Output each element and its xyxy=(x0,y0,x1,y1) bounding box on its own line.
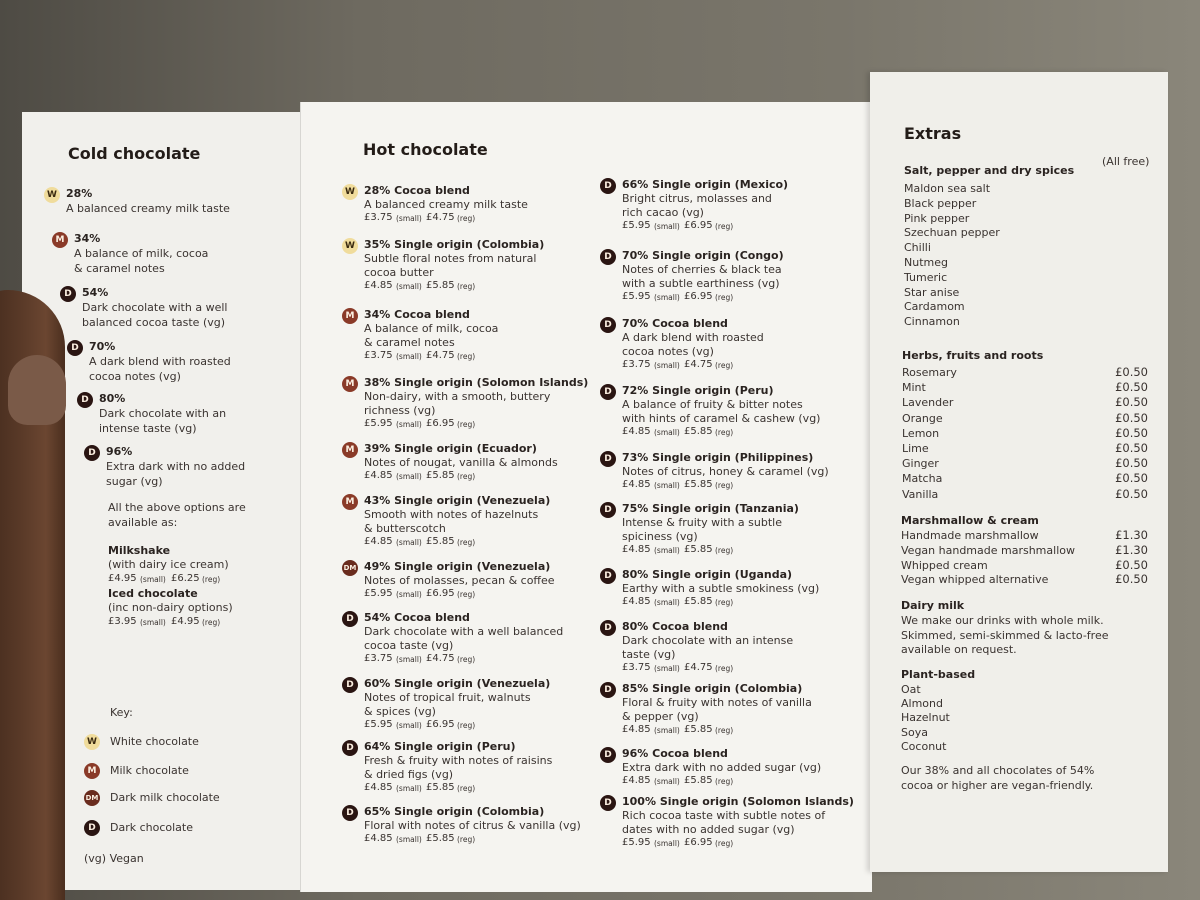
price-reg: £5.85 xyxy=(426,782,455,793)
hot-item-desc: rich cacao (vg) xyxy=(622,206,704,219)
hot-item-desc: with a subtle earthiness (vg) xyxy=(622,277,780,290)
size-small: (small) xyxy=(654,598,680,607)
hot-title: Hot chocolate xyxy=(363,140,488,159)
badge-d-icon: D xyxy=(600,747,616,763)
marshmallow-price: £0.50 xyxy=(1115,557,1148,572)
hot-item-desc: Bright citrus, molasses and xyxy=(622,192,772,205)
size-reg: (reg) xyxy=(457,590,476,599)
cold-item-name: 80% xyxy=(99,392,126,405)
size-small: (small) xyxy=(140,618,166,627)
hot-item-name: 96% Cocoa blend xyxy=(622,747,728,760)
size-reg: (reg) xyxy=(715,481,734,490)
herb-name: Ginger xyxy=(902,457,939,471)
herb-price: £0.50 xyxy=(1115,380,1148,395)
options-note: All the above options are xyxy=(108,501,246,514)
size-small: (small) xyxy=(396,282,422,291)
size-reg: (reg) xyxy=(457,214,476,223)
vegan-key: (vg) Vegan xyxy=(84,852,144,865)
hot-item-desc: Notes of cherries & black tea xyxy=(622,263,782,276)
fold-line xyxy=(300,102,301,892)
hot-item-desc: Earthy with a subtle smokiness (vg) xyxy=(622,582,820,595)
badge-m-icon: M xyxy=(52,232,68,248)
spice-item: Nutmeg xyxy=(904,256,948,269)
hot-item-name: 65% Single origin (Colombia) xyxy=(364,805,545,818)
spice-item: Chilli xyxy=(904,241,931,255)
cold-title: Cold chocolate xyxy=(68,144,201,163)
marshmallow-name: Handmade marshmallow xyxy=(901,529,1039,542)
price-small: £4.85 xyxy=(622,544,651,555)
hot-item-name: 72% Single origin (Peru) xyxy=(622,384,774,397)
badge-m-icon: M xyxy=(342,442,358,458)
size-small: (small) xyxy=(396,721,422,730)
price-small: £4.95 xyxy=(108,573,137,584)
price-small: £5.95 xyxy=(622,220,651,231)
badge-m-icon: M xyxy=(84,763,100,779)
hot-item-desc: A dark blend with roasted xyxy=(622,331,764,344)
price-reg: £4.75 xyxy=(426,212,455,223)
size-small: (small) xyxy=(140,575,166,584)
cold-item-desc: Dark chocolate with a well xyxy=(82,301,228,314)
hot-item-name: 73% Single origin (Philippines) xyxy=(622,451,814,464)
extras-title: Extras xyxy=(904,124,962,143)
extras-panel xyxy=(870,72,1168,872)
key-label: White chocolate xyxy=(110,735,199,748)
badge-m-icon: M xyxy=(342,308,358,324)
cold-item-desc: Extra dark with no added xyxy=(106,460,246,473)
hot-item-desc: dates with no added sugar (vg) xyxy=(622,823,795,836)
herb-price: £0.50 xyxy=(1115,486,1148,501)
hot-item-name: 85% Single origin (Colombia) xyxy=(622,682,803,695)
price-small: £4.85 xyxy=(364,833,393,844)
size-small: (small) xyxy=(654,839,680,848)
herb-price: £0.50 xyxy=(1115,410,1148,425)
size-reg: (reg) xyxy=(715,428,734,437)
key-title: Key: xyxy=(110,706,133,719)
hot-item-desc: A balanced creamy milk taste xyxy=(364,198,528,211)
price-reg: £6.95 xyxy=(426,588,455,599)
hot-item-desc: Non-dairy, with a smooth, buttery xyxy=(364,390,551,403)
marshmallow-title: Marshmallow & cream xyxy=(901,514,1039,527)
cold-item-name: 96% xyxy=(106,445,133,458)
badge-d-icon: D xyxy=(342,740,358,756)
price-reg: £5.85 xyxy=(684,544,713,555)
price-reg: £6.95 xyxy=(684,220,713,231)
price-small: £4.85 xyxy=(622,479,651,490)
plant-item: Soya xyxy=(901,725,928,739)
hot-item-name: 66% Single origin (Mexico) xyxy=(622,178,789,191)
hot-item-desc: Extra dark with no added sugar (vg) xyxy=(622,761,822,774)
badge-d-icon: D xyxy=(600,682,616,698)
hot-item-desc: Notes of molasses, pecan & coffee xyxy=(364,574,555,587)
dairy-title: Dairy milk xyxy=(901,599,965,612)
hot-item-desc: cocoa taste (vg) xyxy=(364,639,454,652)
price-small: £4.85 xyxy=(622,426,651,437)
size-small: (small) xyxy=(654,546,680,555)
price-small: £4.85 xyxy=(622,596,651,607)
price-reg: £5.85 xyxy=(426,833,455,844)
hot-item-name: 28% Cocoa blend xyxy=(364,184,470,197)
badge-d-icon: D xyxy=(67,340,83,356)
hot-item-desc: Notes of tropical fruit, walnuts xyxy=(364,691,531,704)
iced-title: Iced chocolate xyxy=(108,587,198,600)
badge-d-icon: D xyxy=(342,805,358,821)
price-reg: £6.95 xyxy=(426,418,455,429)
plant-item: Oat xyxy=(901,683,921,696)
marshmallow-name: Vegan whipped alternative xyxy=(901,573,1049,587)
badge-d-icon: D xyxy=(600,451,616,467)
herb-price: £0.50 xyxy=(1115,441,1148,455)
hot-item-name: 34% Cocoa blend xyxy=(364,308,470,321)
hot-item-desc: Subtle floral notes from natural xyxy=(364,252,537,265)
size-reg: (reg) xyxy=(457,721,476,730)
hot-item-desc: & dried figs (vg) xyxy=(364,768,454,781)
size-small: (small) xyxy=(396,214,422,223)
hot-item-desc: & butterscotch xyxy=(364,522,446,535)
cold-item-desc: A balanced creamy milk taste xyxy=(66,202,230,215)
badge-d-icon: D xyxy=(600,502,616,518)
size-reg: (reg) xyxy=(715,777,734,786)
size-reg: (reg) xyxy=(457,352,476,361)
spice-item: Pink pepper xyxy=(904,211,970,225)
badge-d-icon: D xyxy=(600,795,616,811)
badge-w-icon: W xyxy=(342,238,358,254)
price-reg: £5.85 xyxy=(426,470,455,481)
hot-item-desc: richness (vg) xyxy=(364,404,436,417)
hot-item-desc: Notes of nougat, vanilla & almonds xyxy=(364,456,558,469)
size-small: (small) xyxy=(654,293,680,302)
cold-item-desc: intense taste (vg) xyxy=(99,422,197,435)
spice-item: Maldon sea salt xyxy=(904,182,991,195)
marshmallow-price: £1.30 xyxy=(1115,528,1148,542)
herb-name: Lime xyxy=(902,442,929,455)
milkshake-title: Milkshake xyxy=(108,544,171,557)
price-reg: £6.95 xyxy=(684,291,713,302)
herb-price: £0.50 xyxy=(1115,395,1148,410)
size-small: (small) xyxy=(396,655,422,664)
hot-item-desc: Floral & fruity with notes of vanilla xyxy=(622,696,812,709)
hot-item-name: 70% Cocoa blend xyxy=(622,317,728,330)
price-small: £5.95 xyxy=(622,837,651,848)
spice-item: Cinnamon xyxy=(904,315,960,329)
size-reg: (reg) xyxy=(715,293,734,302)
hot-chocolate-panel xyxy=(300,102,872,892)
size-small: (small) xyxy=(396,835,422,844)
badge-d-icon: D xyxy=(84,820,100,836)
size-reg: (reg) xyxy=(715,222,734,231)
cold-item-name: 28% xyxy=(66,187,93,200)
herb-name: Orange xyxy=(902,411,943,425)
badge-d-icon: D xyxy=(342,677,358,693)
size-reg: (reg) xyxy=(715,664,734,673)
marshmallow-name: Whipped cream xyxy=(901,558,988,572)
size-small: (small) xyxy=(396,420,422,429)
badge-d-icon: D xyxy=(600,178,616,194)
plant-item: Coconut xyxy=(901,739,947,753)
size-reg: (reg) xyxy=(457,472,476,481)
herb-name: Rosemary xyxy=(902,366,957,379)
size-reg: (reg) xyxy=(715,598,734,607)
size-reg: (reg) xyxy=(715,546,734,555)
price-reg: £5.85 xyxy=(426,536,455,547)
size-reg: (reg) xyxy=(457,835,476,844)
size-reg: (reg) xyxy=(457,655,476,664)
price-reg: £5.85 xyxy=(684,479,713,490)
badge-d-icon: D xyxy=(342,611,358,627)
price-small: £3.75 xyxy=(364,653,393,664)
spice-item: Black pepper xyxy=(904,196,977,210)
price-small: £3.75 xyxy=(622,662,651,673)
herb-name: Lavender xyxy=(902,396,954,410)
hot-item-desc: Intense & fruity with a subtle xyxy=(622,516,782,529)
size-small: (small) xyxy=(654,222,680,231)
size-small: (small) xyxy=(654,777,680,786)
key-label: Dark chocolate xyxy=(110,821,194,834)
hot-item-desc: Rich cocoa taste with subtle notes of xyxy=(622,809,826,822)
hot-item-desc: A balance of fruity & bitter notes xyxy=(622,398,803,411)
hot-item-name: 60% Single origin (Venezuela) xyxy=(364,677,551,690)
price-reg: £5.85 xyxy=(426,280,455,291)
hot-item-name: 39% Single origin (Ecuador) xyxy=(364,442,537,455)
spice-item: Tumeric xyxy=(904,270,948,284)
hot-item-name: 54% Cocoa blend xyxy=(364,611,470,624)
hot-item-name: 49% Single origin (Venezuela) xyxy=(364,560,551,573)
price-small: £3.75 xyxy=(622,359,651,370)
size-reg: (reg) xyxy=(457,538,476,547)
badge-w-icon: W xyxy=(44,187,60,203)
cold-item-name: 54% xyxy=(82,286,109,299)
cold-item-desc: & caramel notes xyxy=(74,262,165,275)
size-reg: (reg) xyxy=(715,726,734,735)
vegan-note: Our 38% and all chocolates of 54% xyxy=(901,764,1095,777)
hot-item-name: 35% Single origin (Colombia) xyxy=(364,238,545,251)
badge-w-icon: W xyxy=(84,734,100,750)
hot-item-name: 75% Single origin (Tanzania) xyxy=(622,502,799,515)
hot-item-desc: Smooth with notes of hazelnuts xyxy=(364,508,539,521)
hot-item-desc: with hints of caramel & cashew (vg) xyxy=(622,412,821,425)
price-small: £3.75 xyxy=(364,350,393,361)
options-note: available as: xyxy=(108,516,178,529)
plant-item: Almond xyxy=(901,697,943,711)
herb-price: £0.50 xyxy=(1115,471,1148,486)
size-small: (small) xyxy=(396,472,422,481)
size-small: (small) xyxy=(654,726,680,735)
hot-item-name: 43% Single origin (Venezuela) xyxy=(364,494,551,507)
hot-item-desc: & pepper (vg) xyxy=(622,710,699,723)
size-small: (small) xyxy=(396,784,422,793)
hot-item-name: 80% Cocoa blend xyxy=(622,620,728,633)
badge-dm-icon: DM xyxy=(342,560,358,576)
cold-item-desc: Dark chocolate with an xyxy=(99,407,227,420)
plant-title: Plant-based xyxy=(901,668,976,681)
badge-d-icon: D xyxy=(600,620,616,636)
herb-price: £0.50 xyxy=(1115,456,1148,471)
hot-item-desc: Dark chocolate with a well balanced xyxy=(364,625,564,638)
hot-item-desc: Fresh & fruity with notes of raisins xyxy=(364,754,553,767)
size-small: (small) xyxy=(654,428,680,437)
spice-item: Cardamom xyxy=(904,300,965,314)
milkshake-note: (with dairy ice cream) xyxy=(108,558,229,571)
herb-name: Mint xyxy=(902,381,926,395)
cold-item-desc: balanced cocoa taste (vg) xyxy=(82,316,226,329)
size-small: (small) xyxy=(654,664,680,673)
all-free-label: (All free) xyxy=(1102,155,1150,168)
marshmallow-name: Vegan handmade marshmallow xyxy=(901,543,1075,557)
price-small: £5.95 xyxy=(364,719,393,730)
hot-item-name: 100% Single origin (Solomon Islands) xyxy=(622,795,854,808)
price-reg: £5.85 xyxy=(684,426,713,437)
hot-item-name: 38% Single origin (Solomon Islands) xyxy=(364,376,589,389)
hot-item-desc: cocoa notes (vg) xyxy=(622,345,714,358)
herb-name: Matcha xyxy=(902,472,943,486)
price-reg: £4.95 xyxy=(171,616,200,627)
badge-d-icon: D xyxy=(60,286,76,302)
size-reg: (reg) xyxy=(202,618,221,627)
size-small: (small) xyxy=(396,590,422,599)
hot-item-name: 70% Single origin (Congo) xyxy=(622,249,784,262)
dairy-line: We make our drinks with whole milk. xyxy=(901,614,1104,627)
price-reg: £4.75 xyxy=(426,653,455,664)
dairy-line: available on request. xyxy=(901,643,1017,657)
cold-item-name: 34% xyxy=(74,232,101,245)
spice-item: Star anise xyxy=(904,285,960,299)
size-reg: (reg) xyxy=(457,282,476,291)
price-small: £4.85 xyxy=(364,782,393,793)
badge-d-icon: D xyxy=(600,384,616,400)
size-small: (small) xyxy=(654,481,680,490)
cold-item-desc: cocoa notes (vg) xyxy=(89,370,181,383)
size-reg: (reg) xyxy=(457,784,476,793)
badge-d-icon: D xyxy=(77,392,93,408)
spice-item: Szechuan pepper xyxy=(904,226,1000,240)
hot-item-desc: & spices (vg) xyxy=(364,705,436,718)
cold-item-name: 70% xyxy=(89,340,116,353)
vegan-note: cocoa or higher are vegan-friendly. xyxy=(901,778,1094,792)
plant-item: Hazelnut xyxy=(901,711,950,725)
price-reg: £6.95 xyxy=(684,837,713,848)
hot-item-desc: cocoa butter xyxy=(364,266,434,279)
hot-item-desc: taste (vg) xyxy=(622,648,676,661)
price-small: £5.95 xyxy=(364,588,393,599)
badge-m-icon: M xyxy=(342,376,358,392)
price-small: £3.95 xyxy=(108,616,137,627)
marshmallow-price: £1.30 xyxy=(1115,542,1148,557)
price-reg: £4.75 xyxy=(684,662,713,673)
price-reg: £6.95 xyxy=(426,719,455,730)
price-small: £4.85 xyxy=(364,536,393,547)
hot-item-desc: Notes of citrus, honey & caramel (vg) xyxy=(622,465,829,478)
herb-name: Lemon xyxy=(902,426,940,440)
price-reg: £5.85 xyxy=(684,596,713,607)
herbs-title: Herbs, fruits and roots xyxy=(902,349,1044,362)
cold-item-desc: sugar (vg) xyxy=(106,475,163,488)
hot-item-desc: & caramel notes xyxy=(364,336,455,349)
price-small: £4.85 xyxy=(364,280,393,291)
cold-item-desc: A balance of milk, cocoa xyxy=(74,247,209,260)
herb-price: £0.50 xyxy=(1115,365,1148,379)
price-reg: £5.85 xyxy=(684,775,713,786)
hot-item-desc: Floral with notes of citrus & vanilla (vg) xyxy=(364,819,581,832)
key-label: Dark milk chocolate xyxy=(110,791,220,804)
price-small: £5.95 xyxy=(364,418,393,429)
badge-w-icon: W xyxy=(342,184,358,200)
herb-price: £0.50 xyxy=(1115,425,1148,440)
dairy-line: Skimmed, semi-skimmed & lacto-free xyxy=(901,628,1109,642)
marshmallow-price: £0.50 xyxy=(1115,572,1148,587)
badge-d-icon: D xyxy=(600,249,616,265)
price-small: £5.95 xyxy=(622,291,651,302)
hot-item-desc: A balance of milk, cocoa xyxy=(364,322,499,335)
price-reg: £6.25 xyxy=(171,573,200,584)
cold-item-desc: A dark blend with roasted xyxy=(89,355,231,368)
thumb xyxy=(8,355,66,425)
hot-item-name: 64% Single origin (Peru) xyxy=(364,740,516,753)
hot-item-desc: spiciness (vg) xyxy=(622,530,698,543)
size-small: (small) xyxy=(396,538,422,547)
badge-d-icon: D xyxy=(600,568,616,584)
size-reg: (reg) xyxy=(457,420,476,429)
price-small: £4.85 xyxy=(622,775,651,786)
price-reg: £5.85 xyxy=(684,724,713,735)
badge-m-icon: M xyxy=(342,494,358,510)
badge-d-icon: D xyxy=(84,445,100,461)
badge-d-icon: D xyxy=(600,317,616,333)
price-small: £3.75 xyxy=(364,212,393,223)
hot-item-desc: Dark chocolate with an intense xyxy=(622,634,794,647)
price-reg: £4.75 xyxy=(684,359,713,370)
size-small: (small) xyxy=(396,352,422,361)
size-reg: (reg) xyxy=(202,575,221,584)
herb-name: Vanilla xyxy=(902,487,939,501)
size-reg: (reg) xyxy=(715,839,734,848)
spices-title: Salt, pepper and dry spices xyxy=(904,164,1075,177)
price-small: £4.85 xyxy=(364,470,393,481)
price-small: £4.85 xyxy=(622,724,651,735)
key-label: Milk chocolate xyxy=(110,764,189,777)
size-reg: (reg) xyxy=(715,361,734,370)
iced-note: (inc non-dairy options) xyxy=(108,601,233,614)
size-small: (small) xyxy=(654,361,680,370)
price-reg: £4.75 xyxy=(426,350,455,361)
hot-item-name: 80% Single origin (Uganda) xyxy=(622,568,793,581)
badge-dm-icon: DM xyxy=(84,790,100,806)
